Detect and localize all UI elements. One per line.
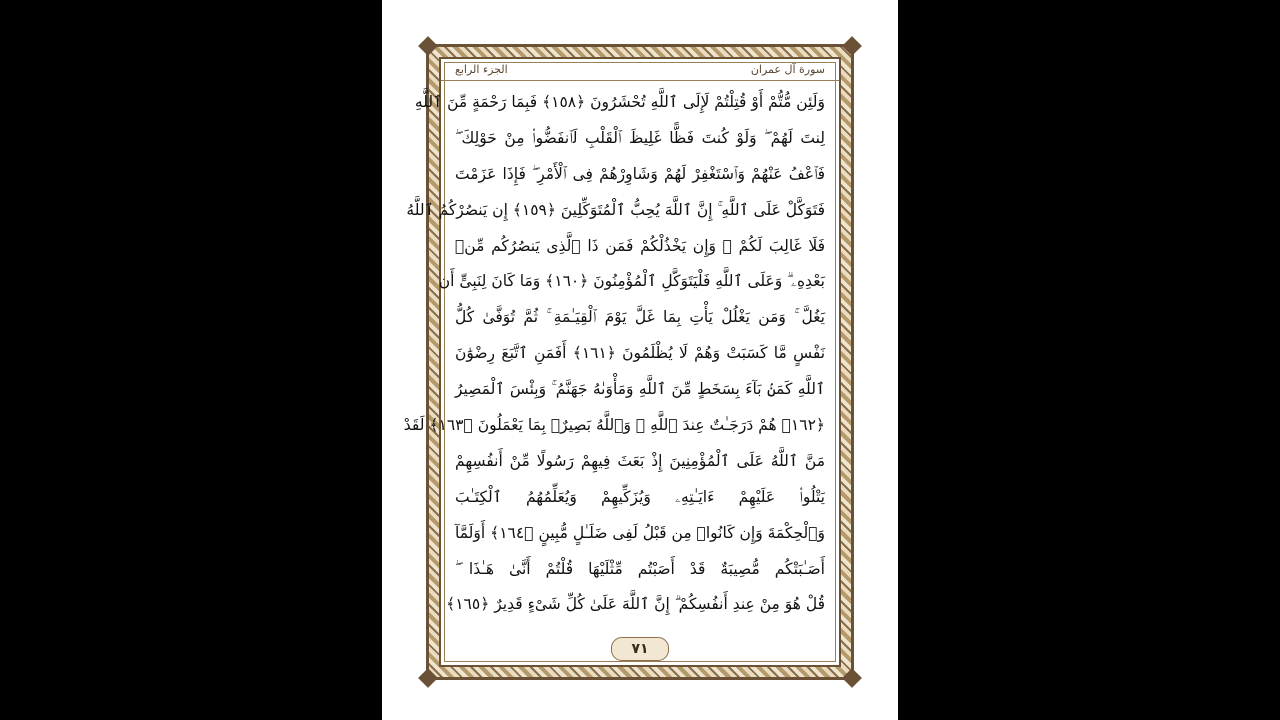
text-line: فَتَوَكَّلْ عَلَى ٱللَّهِ ۚ إِنَّ ٱللَّهَ يُحِبُّ ٱلْمُتَوَكِّلِينَ ﴿١٥٩﴾ إِن يَنصُرْكُمُ ٱللَّهُ [406,200,825,219]
page-number: ٧١ [611,637,669,661]
corner-ornament-icon [418,36,438,56]
ornamental-border [403,44,854,680]
juz-label: الجزء الرابع [455,63,508,76]
mushaf-page [382,0,898,720]
text-line: فَٱعْفُ عَنْهُمْ وَٱسْتَغْفِرْ لَهُمْ وَشَاوِرْهُمْ فِى ٱلْأَمْرِ ۖ فَإِذَا عَزَمْتَ [455,164,825,183]
text-line: بَعْدِهِۦ ۗ وَعَلَى ٱللَّهِ فَلْيَتَوَكَّلِ ٱلْمُؤْمِنُونَ ﴿١٦٠﴾ وَمَا كَانَ لِنَبِىٍّ أَن [438,272,825,291]
page-header [441,59,839,81]
corner-ornament-icon [418,668,438,688]
text-line: لِنتَ لَهُمْ ۖ وَلَوْ كُنتَ فَظًّا غَلِيظَ ٱلْقَلْبِ لَٱنفَضُّوا۟ مِنْ حَوْلِكَ ۖ [455,128,825,147]
text-line: أَصَـٰبَتْكُم مُّصِيبَةٌ قَدْ أَصَبْتُم مِّثْلَيْهَا قُلْتُمْ أَنَّىٰ هَـٰذَا ۖ [455,559,825,578]
text-line: مَنَّ ٱللَّهُ عَلَى ٱلْمُؤْمِنِينَ إِذْ بَعَثَ فِيهِمْ رَسُولًا مِّنْ أَنفُسِهِمْ [455,451,825,470]
text-line: قُلْ هُوَ مِنْ عِندِ أَنفُسِكُمْ ۗ إِنَّ ٱللَّهَ عَلَىٰ كُلِّ شَىْءٍ قَدِيرٌ ﴿١٦٥﴾ [446,595,825,614]
text-line: وَٱلْحِكْمَةَ وَإِن كَانُوا۟ مِن قَبْلُ لَفِى ضَلَـٰلٍ مُّبِينٍ ﴿١٦٤﴾ أَوَلَمَّآ [455,523,825,542]
text-line: فَلَا غَالِبَ لَكُمْ ۖ وَإِن يَخْذُلْكُمْ فَمَن ذَا ٱلَّذِى يَنصُرُكُم مِّنۢ [455,236,825,255]
text-area [403,57,841,667]
corner-ornament-icon [842,36,862,56]
text-line: ﴿١٦٢﴾ هُمْ دَرَجَـٰتٌ عِندَ ٱللَّهِ ۗ وَٱللَّهُ بَصِيرٌۢ بِمَا يَعْمَلُونَ ﴿١٦٣﴾ لَقَدْ [403,416,825,435]
corner-ornament-icon [842,668,862,688]
text-line: نَفْسٍ مَّا كَسَبَتْ وَهُمْ لَا يُظْلَمُونَ ﴿١٦١﴾ أَفَمَنِ ٱتَّبَعَ رِضْوَٰنَ [455,344,826,363]
text-line: يَغُلَّ ۚ وَمَن يَغْلُلْ يَأْتِ بِمَا غَلَّ يَوْمَ ٱلْقِيَـٰمَةِ ۚ ثُمَّ تُوَفَّىٰ كُلُّ [455,308,825,327]
text-line: وَلَئِن مُّتُّمْ أَوْ قُتِلْتُمْ لَإِلَى ٱللَّهِ تُحْشَرُونَ ﴿١٥٨﴾ فَبِمَا رَحْمَةٍ مِّنَ ٱللَّهِ [414,93,825,111]
text-line: ٱللَّهِ كَمَنۢ بَآءَ بِسَخَطٍ مِّنَ ٱللَّهِ وَمَأْوَىٰهُ جَهَنَّمُ ۚ وَبِئْسَ ٱلْمَصِيرُ [455,380,825,399]
quran-text [403,85,826,631]
surah-label: سورة آل عمران [750,63,825,76]
text-line: يَتْلُوا۟ عَلَيْهِمْ ءَايَـٰتِهِۦ وَيُزَكِّيهِمْ وَيُعَلِّمُهُمُ ٱلْكِتَـٰبَ [455,487,825,506]
